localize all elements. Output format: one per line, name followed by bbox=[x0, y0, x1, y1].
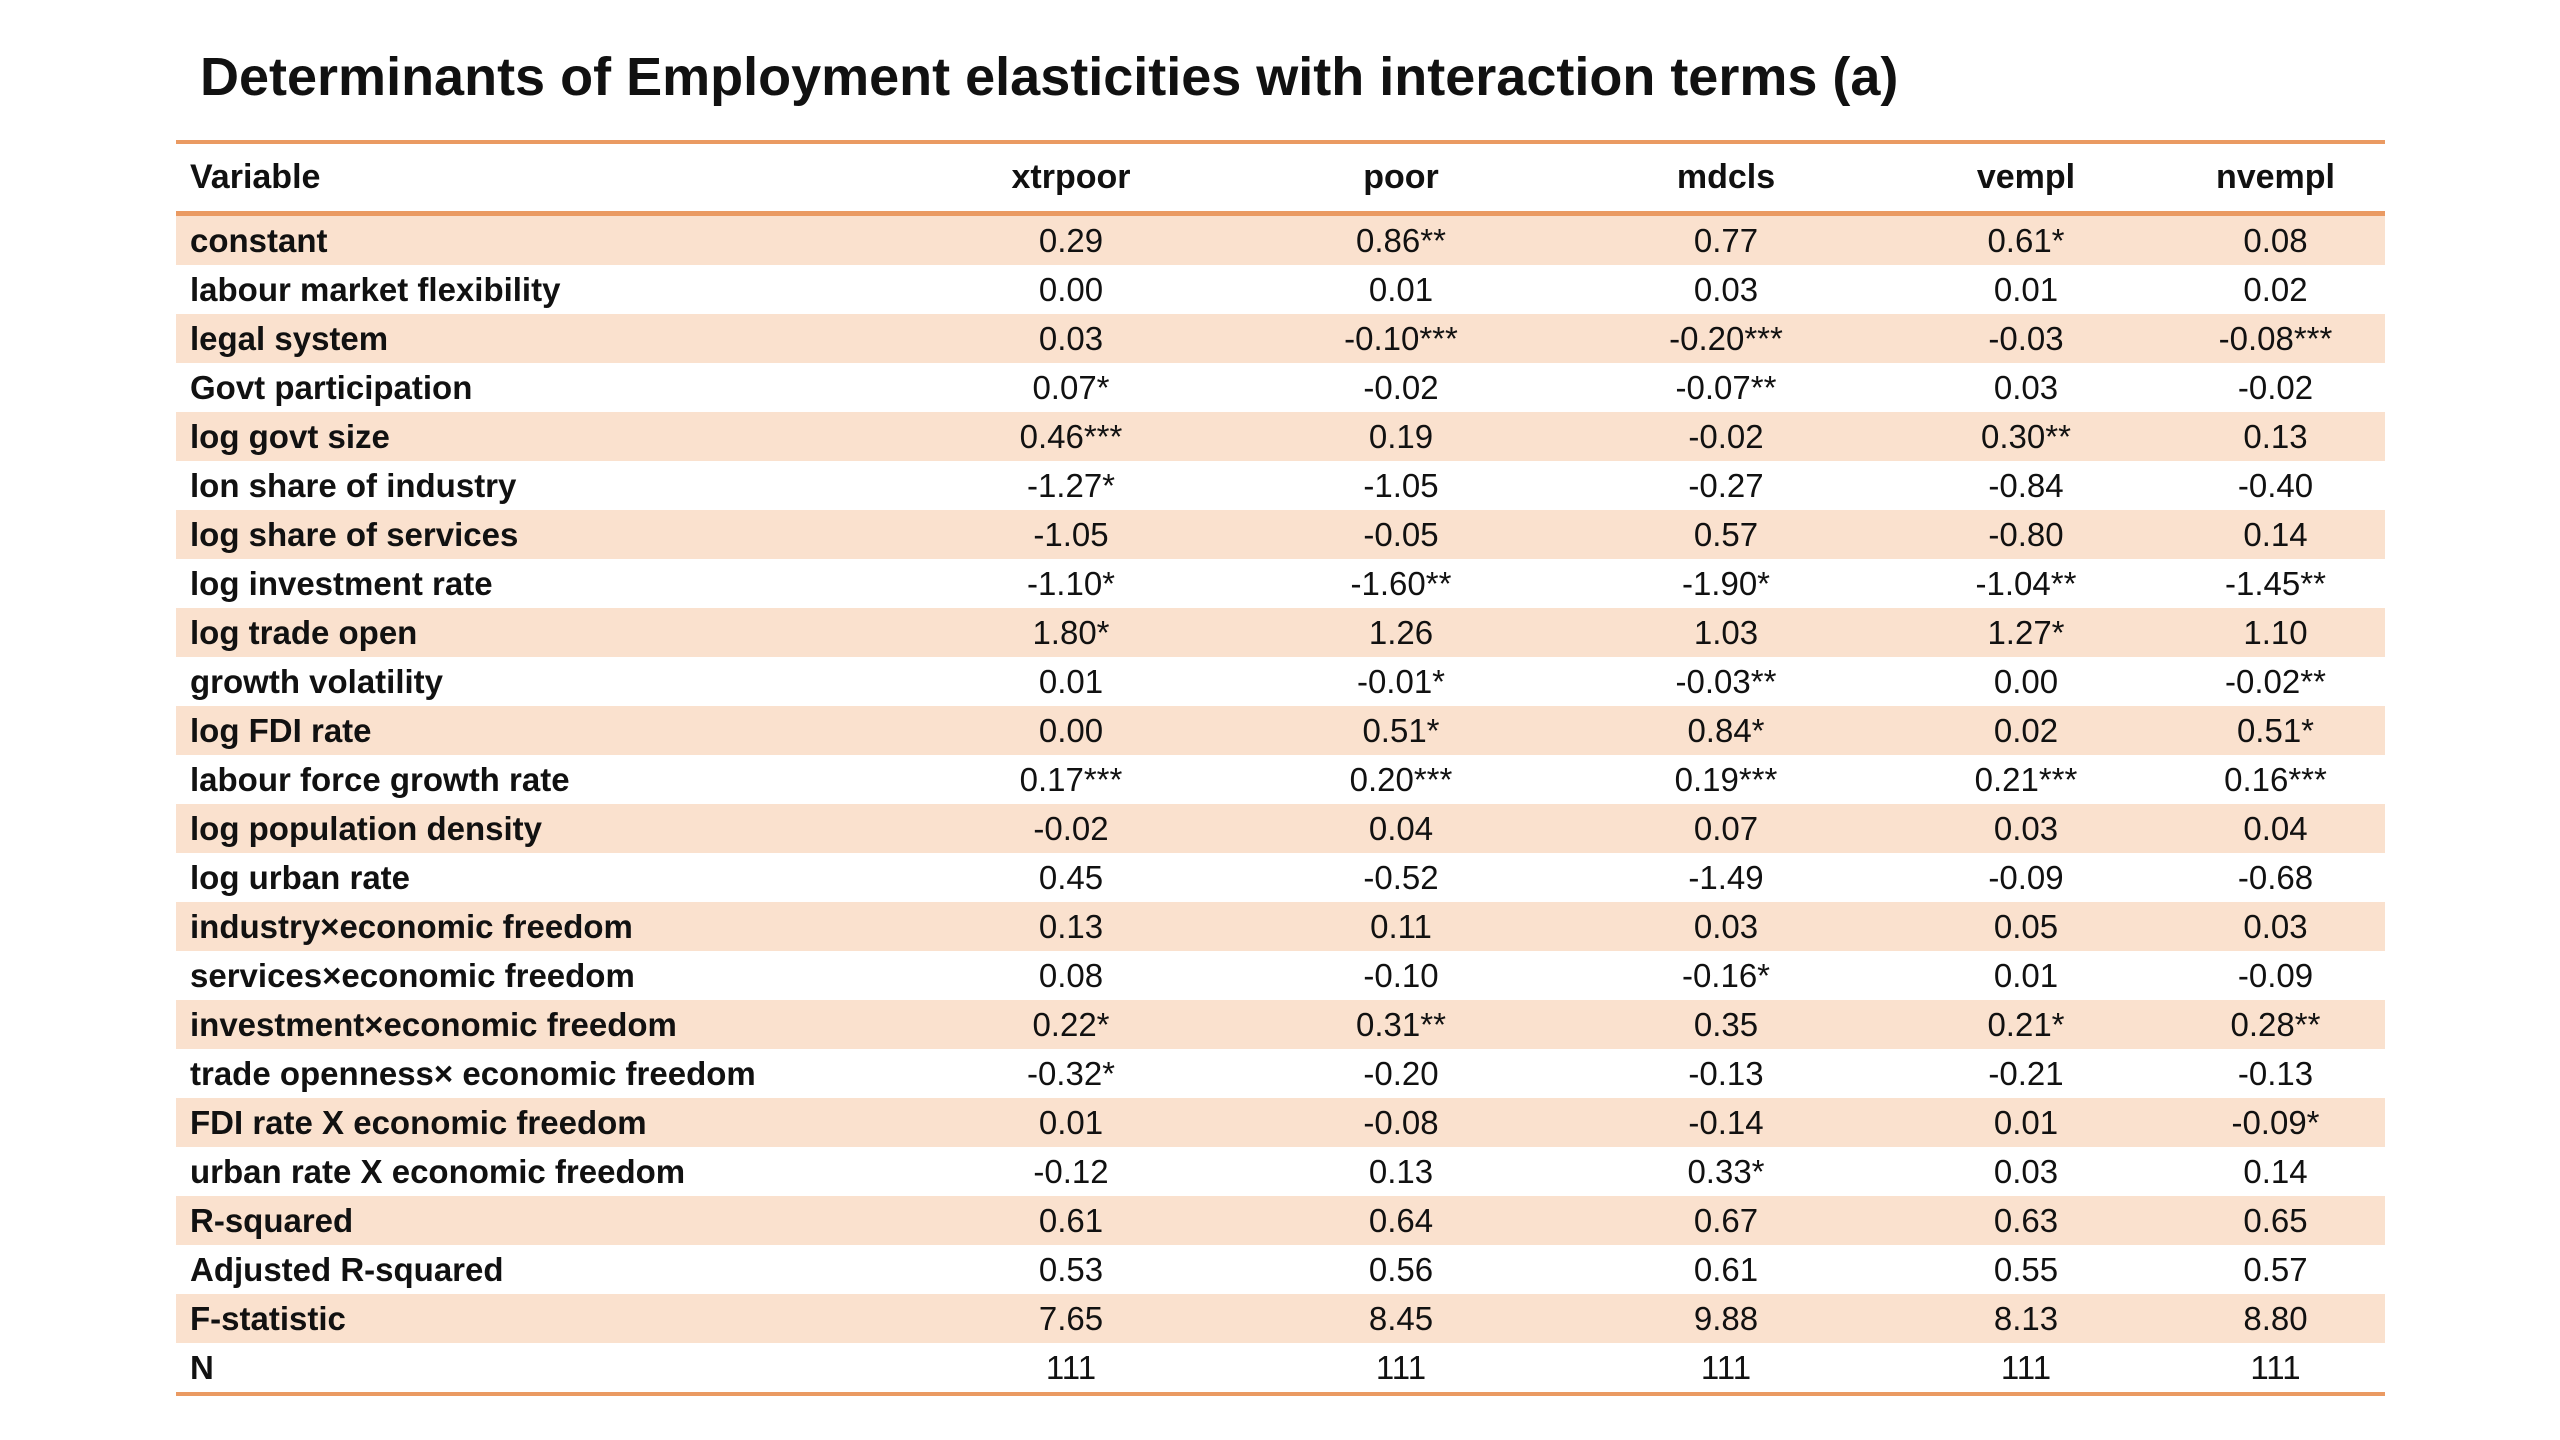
value-cell: 0.67 bbox=[1693, 1201, 1759, 1239]
value-cell: -1.49 bbox=[1688, 858, 1764, 896]
value-cell: 0.33* bbox=[1687, 1152, 1765, 1190]
value-cell: -0.03 bbox=[1988, 319, 2064, 357]
value-cell: 1.27* bbox=[1987, 613, 2065, 651]
value-cell: -0.13 bbox=[1688, 1054, 1764, 1092]
variable-cell: investment×economic freedom bbox=[190, 1005, 677, 1043]
variable-cell: log trade open bbox=[190, 613, 418, 651]
column-header-poor: poor bbox=[1236, 142, 1566, 214]
value-cell: 0.51* bbox=[1362, 711, 1440, 749]
table-row bbox=[176, 314, 2385, 363]
table-row bbox=[176, 363, 2385, 412]
value-cell: -0.09* bbox=[2231, 1103, 2320, 1141]
value-cell: -0.52 bbox=[1363, 858, 1439, 896]
value-cell: 0.03 bbox=[1993, 1152, 2059, 1190]
value-cell: -0.03** bbox=[1675, 662, 1777, 700]
value-cell: 0.03 bbox=[1693, 907, 1759, 945]
value-cell: 0.02 bbox=[1993, 711, 2059, 749]
value-cell: 0.02 bbox=[2243, 270, 2308, 308]
value-cell: -0.02 bbox=[1363, 368, 1439, 406]
variable-cell: trade openness× economic freedom bbox=[190, 1054, 756, 1092]
value-cell: 111 bbox=[906, 1343, 1236, 1394]
table-row bbox=[176, 559, 2385, 608]
value-cell: -1.90* bbox=[1681, 564, 1771, 602]
value-cell: 0.16*** bbox=[2224, 760, 2327, 798]
variable-cell: log investment rate bbox=[190, 564, 493, 602]
variable-cell: R-squared bbox=[190, 1201, 354, 1239]
value-cell: 0.01 bbox=[1038, 662, 1104, 700]
value-cell: 0.13 bbox=[2243, 417, 2308, 455]
value-cell: 0.46*** bbox=[1019, 417, 1123, 455]
table-row bbox=[176, 951, 2385, 1000]
value-cell: -0.10*** bbox=[1344, 319, 1458, 357]
value-cell: -0.80 bbox=[1988, 515, 2064, 553]
value-cell: 0.03 bbox=[1993, 368, 2059, 406]
variable-cell: N bbox=[176, 1343, 906, 1394]
variable-cell: log population density bbox=[190, 809, 542, 847]
value-cell: 0.63 bbox=[1993, 1201, 2059, 1239]
value-cell: -0.02 bbox=[2237, 368, 2314, 406]
variable-cell: Govt participation bbox=[190, 368, 473, 406]
value-cell: 1.10 bbox=[2243, 613, 2308, 651]
value-cell: 1.80* bbox=[1032, 613, 1110, 651]
value-cell: 111 bbox=[1566, 1343, 1886, 1394]
value-cell: 0.07* bbox=[1032, 368, 1110, 406]
value-cell: 0.11 bbox=[1370, 907, 1432, 945]
page-title: Determinants of Employment elasticities with interaction terms (a) bbox=[200, 47, 1899, 107]
variable-cell: lon share of industry bbox=[190, 466, 517, 504]
table-body bbox=[176, 214, 2385, 1395]
value-cell: 1.26 bbox=[1368, 613, 1434, 651]
table-row bbox=[176, 214, 2385, 266]
column-header-nvempl: nvempl bbox=[2166, 142, 2385, 214]
column-header-mdcls: mdcls bbox=[1566, 142, 1886, 214]
variable-cell: labour force growth rate bbox=[190, 760, 570, 798]
value-cell: 0.08 bbox=[2243, 221, 2308, 259]
value-cell: -0.10 bbox=[1363, 956, 1439, 994]
value-cell: 0.01 bbox=[1993, 956, 2059, 994]
value-cell: 8.45 bbox=[1368, 1299, 1434, 1337]
value-cell: 0.51* bbox=[2236, 711, 2315, 749]
value-cell: 8.80 bbox=[2243, 1299, 2308, 1337]
table-row bbox=[176, 804, 2385, 853]
value-cell: 0.04 bbox=[2243, 809, 2308, 847]
value-cell: -0.02 bbox=[1688, 417, 1764, 455]
value-cell: 0.22* bbox=[1032, 1005, 1110, 1043]
value-cell: -0.27 bbox=[1688, 466, 1764, 504]
value-cell: 0.03 bbox=[1693, 270, 1759, 308]
value-cell: 0.01 bbox=[1993, 1103, 2059, 1141]
value-cell: 0.05 bbox=[1993, 907, 2059, 945]
value-cell: 0.65 bbox=[2243, 1201, 2308, 1239]
value-cell: 0.01 bbox=[1368, 270, 1434, 308]
variable-cell: industry×economic freedom bbox=[190, 907, 633, 945]
value-cell: 0.45 bbox=[1038, 858, 1104, 896]
table-row bbox=[176, 1343, 2385, 1394]
value-cell: 0.19 bbox=[1368, 417, 1434, 455]
value-cell: -0.14 bbox=[1688, 1103, 1764, 1141]
variable-cell: services×economic freedom bbox=[190, 956, 635, 994]
value-cell: 0.03 bbox=[2243, 907, 2308, 945]
value-cell: 0.21*** bbox=[1974, 760, 2078, 798]
column-header-variable: Variable bbox=[176, 142, 906, 214]
value-cell: 0.00 bbox=[1038, 270, 1104, 308]
value-cell: -0.02** bbox=[2225, 662, 2326, 700]
table-row bbox=[176, 1294, 2385, 1343]
value-cell: 0.13 bbox=[1368, 1152, 1434, 1190]
value-cell: 0.57 bbox=[1693, 515, 1759, 553]
table-row bbox=[176, 1000, 2385, 1049]
value-cell: 0.57 bbox=[2243, 1250, 2308, 1288]
variable-cell: log share of services bbox=[190, 515, 519, 553]
value-cell: 7.65 bbox=[1038, 1299, 1104, 1337]
table-row bbox=[176, 1098, 2385, 1147]
table-row bbox=[176, 902, 2385, 951]
variable-cell: Adjusted R-squared bbox=[190, 1250, 504, 1288]
value-cell: 0.08 bbox=[1038, 956, 1104, 994]
variable-cell: urban rate X economic freedom bbox=[190, 1152, 686, 1190]
value-cell: 0.28** bbox=[2230, 1005, 2321, 1043]
table-row bbox=[176, 853, 2385, 902]
value-cell: -0.21 bbox=[1988, 1054, 2064, 1092]
value-cell: 0.07 bbox=[1693, 809, 1759, 847]
variable-cell: labour market flexibility bbox=[190, 270, 561, 308]
value-cell: -0.07** bbox=[1675, 368, 1777, 406]
value-cell: 0.35 bbox=[1693, 1005, 1759, 1043]
value-cell: 0.30** bbox=[1981, 417, 2071, 455]
value-cell: 0.03 bbox=[1993, 809, 2059, 847]
value-cell: 0.14 bbox=[2243, 515, 2308, 553]
column-header-vempl: vempl bbox=[1886, 142, 2166, 214]
table-row bbox=[176, 510, 2385, 559]
table-row bbox=[176, 461, 2385, 510]
table-row bbox=[176, 706, 2385, 755]
value-cell: 0.04 bbox=[1368, 809, 1434, 847]
value-cell: -0.12 bbox=[1033, 1152, 1109, 1190]
value-cell: -0.09 bbox=[2237, 956, 2314, 994]
table-row bbox=[176, 608, 2385, 657]
value-cell: -1.10* bbox=[1026, 564, 1116, 602]
value-cell: 0.56 bbox=[1368, 1250, 1434, 1288]
value-cell: 0.14 bbox=[2243, 1152, 2308, 1190]
value-cell: -0.20 bbox=[1363, 1054, 1439, 1092]
value-cell: 0.17*** bbox=[1019, 760, 1123, 798]
value-cell: 0.03 bbox=[1038, 319, 1104, 357]
table-row bbox=[176, 755, 2385, 804]
value-cell: 9.88 bbox=[1693, 1299, 1759, 1337]
variable-cell: log govt size bbox=[190, 417, 390, 455]
value-cell: 0.00 bbox=[1038, 711, 1104, 749]
value-cell: -1.05 bbox=[1033, 515, 1109, 553]
value-cell: 8.13 bbox=[1993, 1299, 2059, 1337]
value-cell: 0.21* bbox=[1987, 1005, 2065, 1043]
variable-cell: log urban rate bbox=[190, 858, 411, 896]
value-cell: -0.08 bbox=[1363, 1103, 1439, 1141]
value-cell: 0.20*** bbox=[1349, 760, 1453, 798]
table-row bbox=[176, 265, 2385, 314]
value-cell: 111 bbox=[1236, 1343, 1566, 1394]
variable-cell: growth volatility bbox=[190, 662, 444, 700]
value-cell: -0.01* bbox=[1356, 662, 1446, 700]
value-cell: -0.40 bbox=[2237, 466, 2314, 504]
value-cell: 0.64 bbox=[1368, 1201, 1434, 1239]
value-cell: 1.03 bbox=[1693, 613, 1759, 651]
value-cell: -0.02 bbox=[1033, 809, 1109, 847]
value-cell: -0.05 bbox=[1363, 515, 1439, 553]
table-row bbox=[176, 412, 2385, 461]
value-cell: 0.01 bbox=[1993, 270, 2059, 308]
variable-cell: F-statistic bbox=[190, 1299, 346, 1337]
value-cell: -1.27* bbox=[1026, 466, 1116, 504]
value-cell: -1.45** bbox=[2225, 564, 2326, 602]
value-cell: 0.55 bbox=[1993, 1250, 2059, 1288]
table-row bbox=[176, 657, 2385, 706]
value-cell: 0.29 bbox=[1038, 221, 1104, 259]
value-cell: 0.31** bbox=[1356, 1005, 1446, 1043]
value-cell: 111 bbox=[1886, 1343, 2166, 1394]
value-cell: 0.53 bbox=[1038, 1250, 1104, 1288]
header-row bbox=[176, 142, 2385, 214]
value-cell: 0.01 bbox=[1038, 1103, 1104, 1141]
value-cell: 0.61 bbox=[1038, 1201, 1104, 1239]
value-cell: -0.13 bbox=[2237, 1054, 2314, 1092]
value-cell: -0.84 bbox=[1988, 466, 2064, 504]
value-cell: 0.19*** bbox=[1674, 760, 1778, 798]
value-cell: -0.08*** bbox=[2218, 319, 2333, 357]
table-row bbox=[176, 1245, 2385, 1294]
table-row bbox=[176, 1049, 2385, 1098]
variable-cell: log FDI rate bbox=[190, 711, 372, 749]
variable-cell: constant bbox=[190, 221, 328, 259]
results-table bbox=[176, 140, 2385, 1396]
column-header-xtrpoor: xtrpoor bbox=[906, 142, 1236, 214]
variable-cell: FDI rate X economic freedom bbox=[190, 1103, 647, 1141]
value-cell: 0.77 bbox=[1693, 221, 1759, 259]
value-cell: -1.60** bbox=[1350, 564, 1452, 602]
table-row bbox=[176, 1147, 2385, 1196]
value-cell: -0.16* bbox=[1681, 956, 1771, 994]
value-cell: 0.61 bbox=[1693, 1250, 1759, 1288]
value-cell: -0.32* bbox=[1026, 1054, 1116, 1092]
table-row bbox=[176, 1196, 2385, 1245]
value-cell: -1.04** bbox=[1975, 564, 2077, 602]
value-cell: 0.84* bbox=[1687, 711, 1765, 749]
value-cell: -1.05 bbox=[1363, 466, 1439, 504]
value-cell: 0.00 bbox=[1993, 662, 2059, 700]
value-cell: 0.13 bbox=[1038, 907, 1104, 945]
value-cell: -0.68 bbox=[2237, 858, 2314, 896]
value-cell: 111 bbox=[2166, 1343, 2385, 1394]
value-cell: -0.20*** bbox=[1669, 319, 1783, 357]
value-cell: 0.61* bbox=[1987, 221, 2065, 259]
value-cell: -0.09 bbox=[1988, 858, 2064, 896]
variable-cell: legal system bbox=[190, 319, 389, 357]
value-cell: 0.86** bbox=[1356, 221, 1446, 259]
